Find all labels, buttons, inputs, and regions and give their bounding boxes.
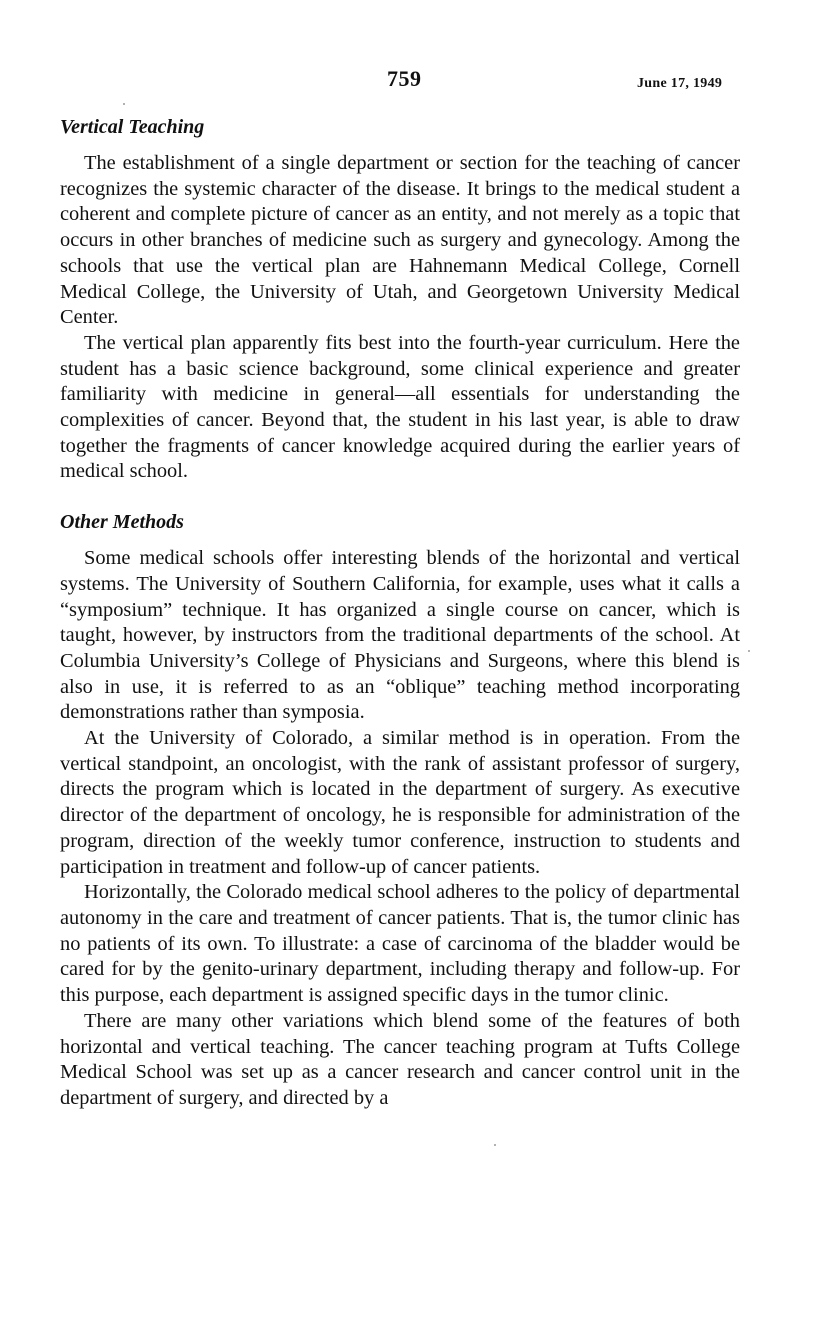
- article-body: [60, 114, 740, 1112]
- paragraph: Horizontally, the Colorado medical school adheres to the policy of departmental autonomy in the care and treatment of cancer patients. That is, the tumor clinic has no patients of its own. To illustrate: a case of carcinoma of the bladder would be cared for by the genito-urinary department, including therapy and follow-up. For this purpose, each department is assigned specific days in the tumor clinic.: [60, 881, 740, 1007]
- scan-speck: [494, 1144, 496, 1146]
- section-heading: Other Methods: [60, 511, 184, 534]
- publication-date: June 17, 1949: [637, 76, 723, 91]
- page-number: 759: [387, 66, 422, 91]
- section-vertical-teaching: [60, 114, 740, 485]
- paragraph: At the University of Colorado, a similar method is in operation. From the vertical standpoint, an oncologist, with the rank of assistant professor of surgery, directs the program which is located in the department of surgery. As executive director of the department of oncology, he is responsible for administration of the program, direction of the weekly tumor conference, instruction to students and participation in treatment and follow-up of cancer patients.: [60, 727, 740, 878]
- section-heading: Vertical Teaching: [60, 116, 205, 138]
- paragraph: The establishment of a single department or section for the teaching of cancer recognizes the systemic character of the disease. It brings to the medical student a coherent and complete picture of cancer as an entity, and not merely as a topic that occurs in other branches of medicine such as surgery and gynecology. Among the schools that use the vertical plan are Hahnemann Medical College, Cornell Medical College, the University of Utah, and Georgetown University Medical Center.: [60, 152, 740, 329]
- paragraph: There are many other variations which blend some of the features of both horizontal and vertical teaching. The cancer teaching program at Tufts College Medical School was set up as a cancer research and cancer control unit in the department of surgery, and directed by a: [60, 1009, 740, 1109]
- paragraph: Some medical schools offer interesting blends of the horizontal and vertical systems. The University of Southern California, for example, uses what it calls a “symposium” technique. It has organized a single course on cancer, which is taught, however, by instructors from the traditional departments of the school. At Columbia University’s College of Physicians and Surgeons, where this blend is also in use, it is referred to as an “oblique” teaching method incorporating demonstrations rather than symposia.: [60, 547, 740, 724]
- scan-speck: [748, 650, 750, 652]
- section-other-methods: [60, 509, 740, 1111]
- scan-speck: [123, 103, 125, 105]
- section-spacer: [60, 485, 740, 509]
- page-header: [0, 66, 816, 96]
- paragraph: The vertical plan apparently fits best into the fourth-year curriculum. Here the student has a basic science background, some clinical experience and greater familiarity with medicine in general—all essentials for understanding the complexities of cancer. Beyond that, the student in his last year, is able to draw together the fragments of cancer knowledge acquired during the earlier years of medical school.: [60, 331, 740, 483]
